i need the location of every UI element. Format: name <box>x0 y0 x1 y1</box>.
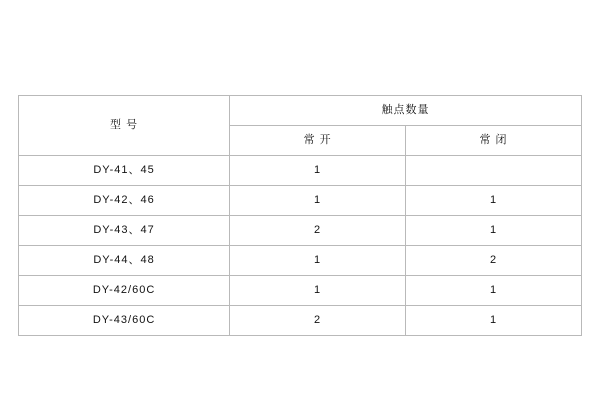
cell-model: DY-42/60C <box>19 276 230 306</box>
cell-model: DY-41、45 <box>19 156 230 186</box>
cell-normally-open: 1 <box>230 246 406 276</box>
cell-normally-closed: 1 <box>406 216 582 246</box>
contact-quantity-table <box>18 95 582 336</box>
column-header-normally-closed: 常 闭 <box>406 126 582 156</box>
cell-model: DY-43/60C <box>19 306 230 336</box>
cell-normally-closed <box>406 156 582 186</box>
table-row <box>19 246 582 276</box>
column-header-model: 型 号 <box>19 96 230 156</box>
table-body <box>19 156 582 336</box>
cell-normally-closed: 1 <box>406 186 582 216</box>
table-row <box>19 186 582 216</box>
cell-model: DY-42、46 <box>19 186 230 216</box>
cell-normally-open: 1 <box>230 276 406 306</box>
cell-model: DY-44、48 <box>19 246 230 276</box>
table-row <box>19 156 582 186</box>
cell-normally-closed: 1 <box>406 306 582 336</box>
table-row <box>19 306 582 336</box>
table-row <box>19 276 582 306</box>
cell-normally-closed: 2 <box>406 246 582 276</box>
contact-quantity-table-container <box>18 95 582 336</box>
cell-normally-open: 2 <box>230 216 406 246</box>
cell-model: DY-43、47 <box>19 216 230 246</box>
table-row <box>19 216 582 246</box>
cell-normally-open: 1 <box>230 156 406 186</box>
table-header <box>19 96 582 156</box>
table-header-row-1 <box>19 96 582 126</box>
column-header-contact-quantity: 触点数量 <box>230 96 582 126</box>
cell-normally-closed: 1 <box>406 276 582 306</box>
cell-normally-open: 2 <box>230 306 406 336</box>
cell-normally-open: 1 <box>230 186 406 216</box>
column-header-normally-open: 常 开 <box>230 126 406 156</box>
